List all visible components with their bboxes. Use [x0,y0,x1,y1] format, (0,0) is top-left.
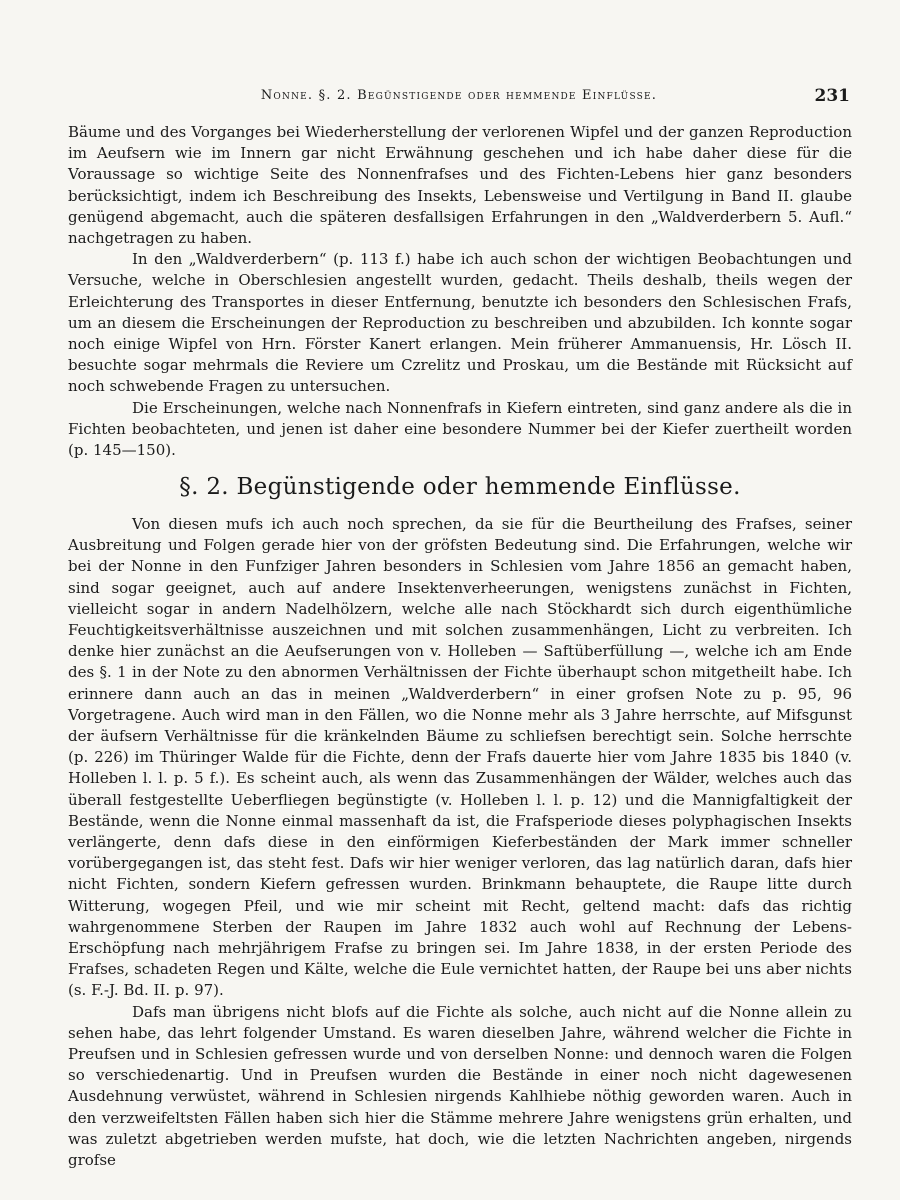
section-paragraph-1: Von diesen mufs ich auch noch sprechen, da sie für die Beurtheilung des Frafses, seiner Ausbreitung und Folgen gerade hier von der gröfsten Bedeutung sind. Die Erfahrungen, welche wir bei der Nonne in den Funfziger Jahren besonders in Schlesien vom Jahre 1856 an gemacht haben, sind sogar geeignet, auch auf andere Insektenverheerungen, wenigstens zunächst in Fichten, vielleicht sogar in andern Nadelhölzern, welche alle nach Stöckhardt sich durch eigenthümliche Feuchtigkeitsverhältnisse auszeichnen und mit solchen zusammenhängen, Licht zu verbreiten. Ich denke hier zunächst an die Aeufserungen von v. Holleben — Saftüberfüllung —, welche ich am Ende des §. 1 in der Note zu den abnormen Verhältnissen der Fichte überhaupt schon mitgetheilt habe. Ich erinnere dann auch an das in meinen „Waldverderbern“ in einer grofsen Note zu p. 95, 96 Vorgetragene. Auch wird man in den Fällen, wo die Nonne mehr als 3 Jahre herrschte, auf Mifsgunst der äufsern Verhältnisse für die kränkelnden Bäume zu schliefsen berechtigt sein. Solche herrschte (p. 226) im Thüringer Walde für die Fichte, denn der Frafs dauerte hier vom Jahre 1835 bis 1840 (v. Holleben l. l. p. 5 f.). Es scheint auch, als wenn das Zusammenhängen der Wälder, welches auch das überall festgestellte Ueberfliegen begünstigte (v. Holleben l. l. p. 12) und die Mannigfaltigkeit der Bestände, wenn die Nonne einmal massenhaft da ist, die Frafsperiode dieses polyphagischen Insekts verlängerte, denn dafs diese in den einförmigen Kieferbeständen der Mark immer schneller vorübergegangen ist, das steht fest. Dafs wir hier weniger verloren, das lag natürlich daran, dafs hier nicht Fichten, sondern Kiefern gefressen wurden. Brinkmann behauptete, die Raupe litte durch Witterung, wogegen Pfeil, und wie mir scheint mit Recht, geltend macht: dafs das richtig wahrgenommene Sterben der Raupen im Jahre 1832 auch wohl auf Rechnung der Lebens-Erschöpfung nach mehrjährigem Frafse zu bringen sei. Im Jahre 1838, in der ersten Periode des Frafses, schadeten Regen und Kälte, welche die Eule vernichtet hatten, der Raupe bei uns aber nichts (s. F.-J. Bd. II. p. 97). [68,515,852,1000]
section-text-block [68,514,852,1171]
running-header [68,86,850,114]
intro-paragraph-2: In den „Waldverderbern“ (p. 113 f.) habe ich auch schon der wichtigen Beobachtungen und Versuche, welche in Oberschlesien angestellt wurden, gedacht. Theils deshalb, theils wegen der Erleichterung des Transportes in dieser Entfernung, benutzte ich besonders den Schlesischen Frafs, um an diesem die Erscheinungen der Reproduction zu beschreiben und abzubilden. Ich konnte sogar noch einige Wipfel von Hrn. Förster Kanert erlangen. Mein früherer Ammanuensis, Hr. Lösch II. besuchte sogar mehrmals die Reviere um Czrelitz und Proskau, um die Bestände mit Rücksicht auf noch schwebende Fragen zu untersuchen. [68,250,852,396]
page-number: 231 [814,86,850,106]
intro-paragraph-1: Bäume und des Vorganges bei Wiederherstellung der verlorenen Wipfel und der ganzen Reproduction im Aeufsern wie im Innern gar nicht Erwähnung geschehen und ich habe daher diese für die Voraussage so wichtige Seite des Nonnenfrafses und des Fichten-Lebens hier ganz besonders berücksichtigt, indem ich Beschreibung des Insekts, Lebensweise und Vertilgung in Band II. glaube genügend abgemacht, auch die späteren desfallsigen Erfahrungen in den „Waldverderbern 5. Aufl.“ nachgetragen zu haben. [68,123,852,248]
intro-text-block [68,122,852,461]
section-paragraph-2: Dafs man übrigens nicht blofs auf die Fichte als solche, auch nicht auf die Nonne allein zu sehen habe, das lehrt folgender Umstand. Es waren dieselben Jahre, während welcher die Fichte in Preufsen und in Schlesien gefressen wurde und von derselben Nonne: und dennoch waren die Folgen so verschiedenartig. Und in Preufsen wurden die Bestände in einer noch nicht dagewesenen Ausdehnung verwüstet, während in Schlesien nirgends Kahlhiebe nöthig geworden waren. Auch in den verzweifeltsten Fällen haben sich hier die Stämme mehrere Jahre wenigstens grün erhalten, und was zuletzt abgetrieben werden mufste, hat doch, wie die letzten Nachrichten angeben, nirgends grofse [68,1002,852,1170]
running-header-title: Nonne. §. 2. Begünstigende oder hemmende Einflüsse. [260,88,658,103]
section-heading: §. 2. Begünstigende oder hemmende Einflüsse. [179,474,741,500]
intro-paragraph-3: Die Erscheinungen, welche nach Nonnenfrafs in Kiefern eintreten, sind ganz andere als die in Fichten beobachteten, und jenen ist daher eine besondere Nummer bei der Kiefer zuertheilt worden (p. 145—150). [68,398,852,460]
